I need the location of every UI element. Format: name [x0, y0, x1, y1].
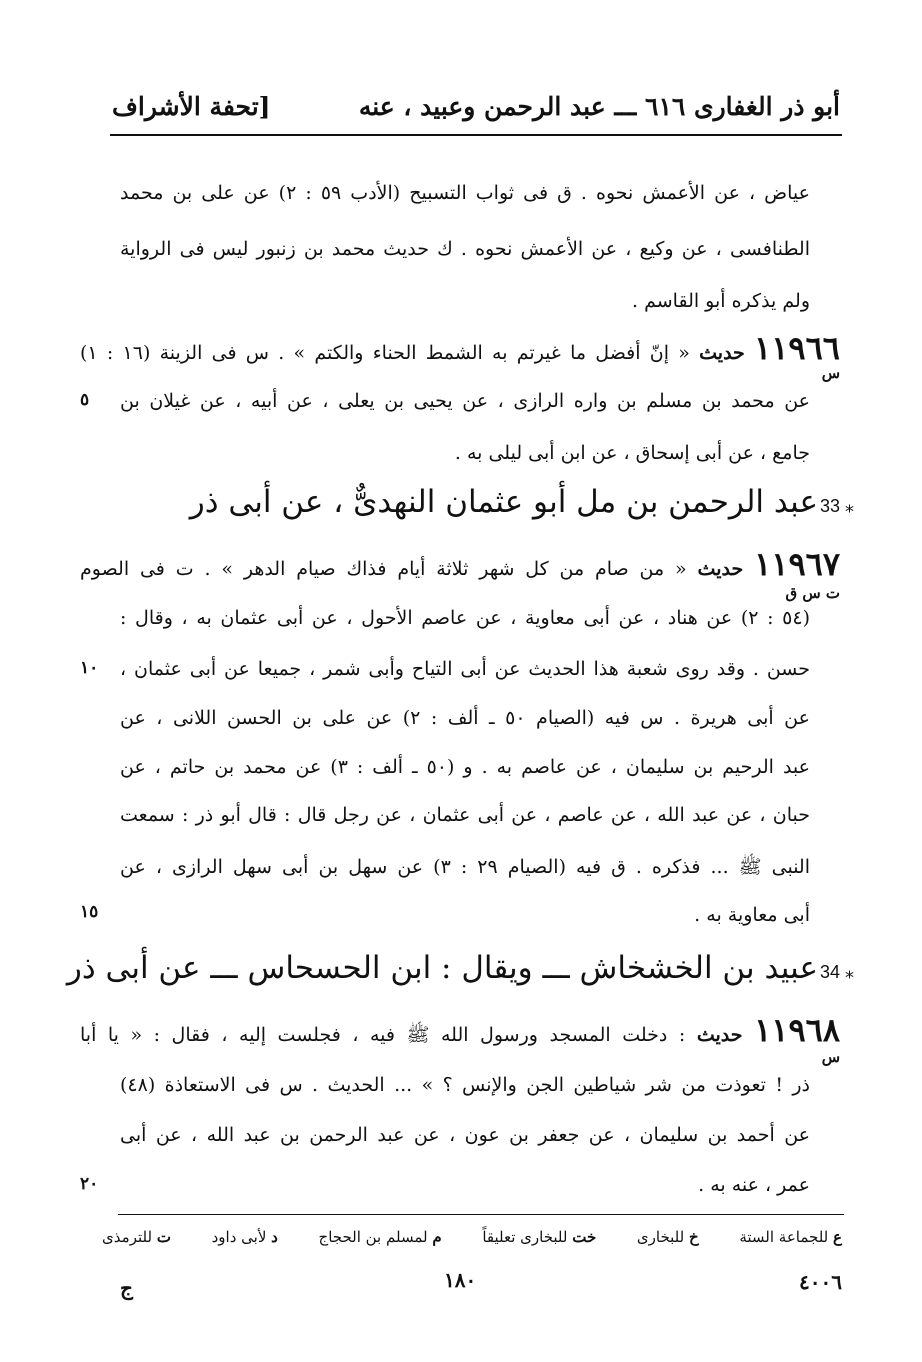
hadith-entry-11966 [80, 330, 840, 371]
legend-item: د لأبى داود [211, 1228, 278, 1246]
hadith-entry-11968 [80, 1012, 840, 1053]
text-line: عياض ، عن الأعمش نحوه . ق فى ثواب التسبيح (الأدب ٥٩ : ٢) عن على بن محمد [120, 182, 810, 204]
running-header-right: أبو ذر الغفارى ٦١٦ ـــ عبد الرحمن وعبيد ، عنه [358, 92, 840, 121]
legend-item: خ للبخارى [636, 1228, 699, 1246]
line-number-margin: ٥ [80, 390, 90, 410]
text-line: حسن . وقد روى شعبة هذا الحديث عن أبى التياح وأبى شمر ، جميعا عن أبى عثمان ، [120, 658, 810, 680]
running-header-left: [تحفة الأشراف [112, 92, 271, 121]
section-number: 33 ⁎ [820, 496, 855, 516]
hadith-word: حديث [699, 342, 745, 364]
text-line: أبى معاوية به . [694, 904, 810, 926]
line-number-margin: ٢٠ [80, 1174, 99, 1194]
abbreviation-legend [102, 1228, 842, 1246]
hadith-word: حديث [696, 1024, 743, 1046]
legend-item: ت للترمذى [102, 1228, 171, 1246]
legend-item: ع للجماعة الستة [739, 1228, 842, 1246]
text-line: جامع ، عن أبى إسحاق ، عن ابن أبى ليلى به . [454, 442, 810, 464]
header-rule [110, 134, 842, 136]
text-line: عن أحمد بن سليمان ، عن جعفر بن عون ، عن عبد الرحمن بن عبد الله ، عن أبى [120, 1124, 810, 1146]
text-line: عبد الرحيم بن سليمان ، عن عاصم به . و (٥٠ ـ ألف : ٣) عن محمد بن حاتم ، عن [120, 756, 810, 778]
text-line: الطنافسى ، عن وكيع ، عن الأعمش نحوه . ك حديث محمد بن زنبور ليس فى الرواية [120, 238, 810, 260]
text-line: ولم يذكره أبو القاسم . [632, 290, 810, 312]
hadith-number: ١١٩٦٦ [754, 330, 840, 367]
line-number-margin: ١٠ [80, 658, 99, 678]
source-code: س [821, 364, 840, 382]
source-code: س [821, 1048, 840, 1066]
hadith-text: : دخلت المسجد ورسول الله ﷺ فيه ، فجلست إليه ، فقال : « يا أبا [80, 1024, 686, 1046]
hadith-number: ١١٩٦٨ [754, 1012, 840, 1049]
line-number-margin: ١٥ [80, 902, 99, 922]
text-line: حبان ، عن عبد الله ، عن عاصم ، عن أبى عثمان ، عن رجل قال : قال أبو ذر : سمعت [120, 804, 810, 826]
hadith-word: حديث [697, 558, 744, 580]
page-number: ١٨٠ [444, 1268, 477, 1292]
legend-item: م لمسلم بن الحجاج [318, 1228, 442, 1246]
legend-item: خت للبخارى تعليقاً [482, 1228, 597, 1246]
text-line: عن أبى هريرة . س فيه (الصيام ٥٠ ـ ألف : ٢) عن على بن الحسن اللانى ، عن [120, 707, 810, 729]
footer-rule [118, 1214, 844, 1215]
volume-page-number: ٤٠٠٦ [799, 1270, 842, 1294]
signature-mark: ج [120, 1276, 133, 1300]
text-line: عن محمد بن مسلم بن واره الرازى ، عن يحيى بن يعلى ، عن أبيه ، عن غيلان بن [120, 390, 810, 412]
text-line: عمر ، عنه به . [698, 1174, 810, 1196]
text-line: ذر ! تعوذت من شر شياطين الجن والإنس ؟ » ... الحديث . س فى الاستعاذة (٤٨) [120, 1074, 810, 1096]
hadith-text: « من صام من كل شهر ثلاثة أيام فذاك صيام الدهر » . ت فى الصوم [80, 558, 687, 580]
hadith-entry-11967 [80, 546, 840, 587]
text-line: (٥٤ : ٢) عن هناد ، عن أبى معاوية ، عن عاصم الأحول ، عن أبى عثمان به ، وقال : [120, 607, 810, 629]
text-line: النبى ﷺ ... فذكره . ق فيه (الصيام ٢٩ : ٣) عن سهل بن أبى سهل الرازى ، عن [120, 856, 810, 878]
section-title: عبيد بن الخشخاش ـــ ويقال : ابن الحسحاس ـــ عن أبى ذر [66, 950, 818, 986]
section-number: 34 ⁎ [820, 962, 855, 982]
hadith-number: ١١٩٦٧ [754, 546, 840, 583]
source-code: ت س ق [785, 584, 840, 602]
section-title: عبد الرحمن بن مل أبو عثمان النهدىٌّ ، عن أبى ذر [189, 484, 818, 520]
hadith-text: « إنّ أفضل ما غيرتم به الشمط الحناء والكتم » . س فى الزينة (١٦ : ١) [80, 342, 690, 364]
